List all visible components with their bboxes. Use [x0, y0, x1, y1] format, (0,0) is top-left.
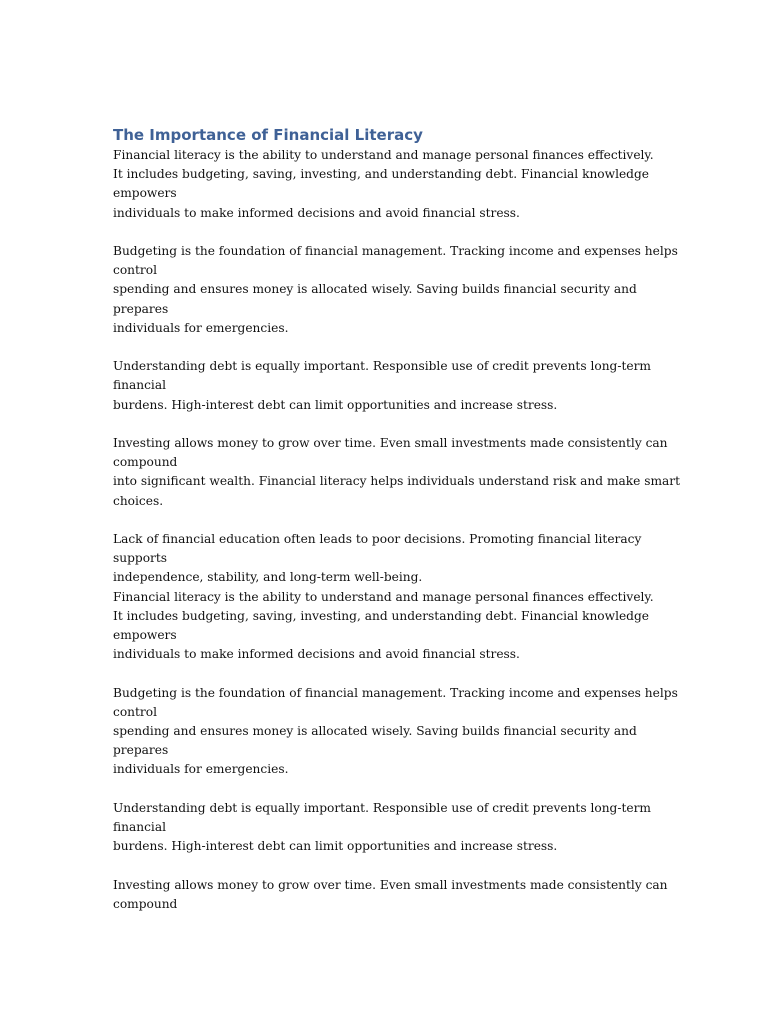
- text-line: prepares: [113, 301, 169, 316]
- text-line: Budgeting is the foundation of financial management. Tracking income and expenses helps: [113, 685, 678, 700]
- paragraph: [113, 588, 658, 665]
- text-line: Financial literacy is the ability to understand and manage personal finances effectively.: [113, 589, 654, 604]
- text-line: Understanding debt is equally important. Responsible use of credit prevents long-term: [113, 800, 651, 815]
- text-line: financial: [113, 378, 166, 393]
- text-line: compound: [113, 455, 178, 470]
- paragraph-spacer: [113, 223, 658, 242]
- text-line: prepares: [113, 743, 169, 758]
- paragraph: [113, 530, 658, 588]
- text-line: Investing allows money to grow over time. Even small investments made consistently can: [113, 436, 668, 450]
- text-line: Investing allows money to grow over time. Even small investments made consistently can: [113, 877, 668, 892]
- paragraph: [113, 799, 658, 857]
- text-line: Lack of financial education often leads to poor decisions. Promoting financial literacy: [113, 532, 642, 546]
- text-line: burdens. High-interest debt can limit opportunities and increase stress.: [113, 839, 558, 854]
- text-line: spending and ensures money is allocated wisely. Saving builds financial security and: [113, 282, 637, 297]
- text-line: supports: [113, 551, 168, 566]
- text-line: compound: [113, 896, 178, 911]
- text-line: Understanding debt is equally important. Responsible use of credit prevents long-term: [113, 359, 651, 374]
- text-line: choices.: [113, 493, 164, 508]
- document-body: [113, 124, 681, 914]
- text-line: into significant wealth. Financial literacy helps individuals understand risk and make smart: [113, 474, 681, 489]
- text-line: financial: [113, 820, 166, 835]
- text-line: empowers: [113, 628, 177, 643]
- text-line: spending and ensures money is allocated wisely. Saving builds financial security and: [113, 724, 637, 739]
- document-title: The Importance of Financial Literacy: [113, 126, 423, 144]
- paragraph-spacer: [113, 511, 658, 530]
- paragraph: [113, 357, 658, 415]
- text-line: individuals for emergencies.: [113, 762, 289, 777]
- text-line: individuals to make informed decisions and avoid financial stress.: [113, 647, 520, 662]
- paragraph: [113, 684, 678, 780]
- paragraph-spacer: [113, 415, 658, 434]
- text-line: It includes budgeting, saving, investing, and understanding debt. Financial knowledge: [113, 167, 650, 182]
- paragraph-spacer: [113, 338, 658, 357]
- text-line: empowers: [113, 186, 177, 201]
- paragraph-list: [113, 146, 681, 914]
- paragraph: [113, 876, 668, 914]
- paragraph: [113, 434, 681, 511]
- paragraph: [113, 242, 678, 338]
- text-line: individuals to make informed decisions and avoid financial stress.: [113, 205, 520, 220]
- text-line: burdens. High-interest debt can limit opportunities and increase stress.: [113, 397, 558, 412]
- paragraph-spacer: [113, 780, 658, 799]
- text-line: control: [113, 263, 157, 278]
- paragraph-spacer: [113, 664, 658, 683]
- text-line: It includes budgeting, saving, investing, and understanding debt. Financial knowledge: [113, 608, 650, 623]
- text-line: independence, stability, and long-term well-being.: [113, 570, 423, 585]
- text-line: control: [113, 704, 157, 719]
- paragraph-spacer: [113, 856, 658, 875]
- paragraph: [113, 146, 658, 223]
- text-line: Financial literacy is the ability to understand and manage personal finances effectively.: [113, 148, 654, 162]
- text-line: individuals for emergencies.: [113, 320, 289, 335]
- text-line: Budgeting is the foundation of financial management. Tracking income and expenses helps: [113, 244, 678, 258]
